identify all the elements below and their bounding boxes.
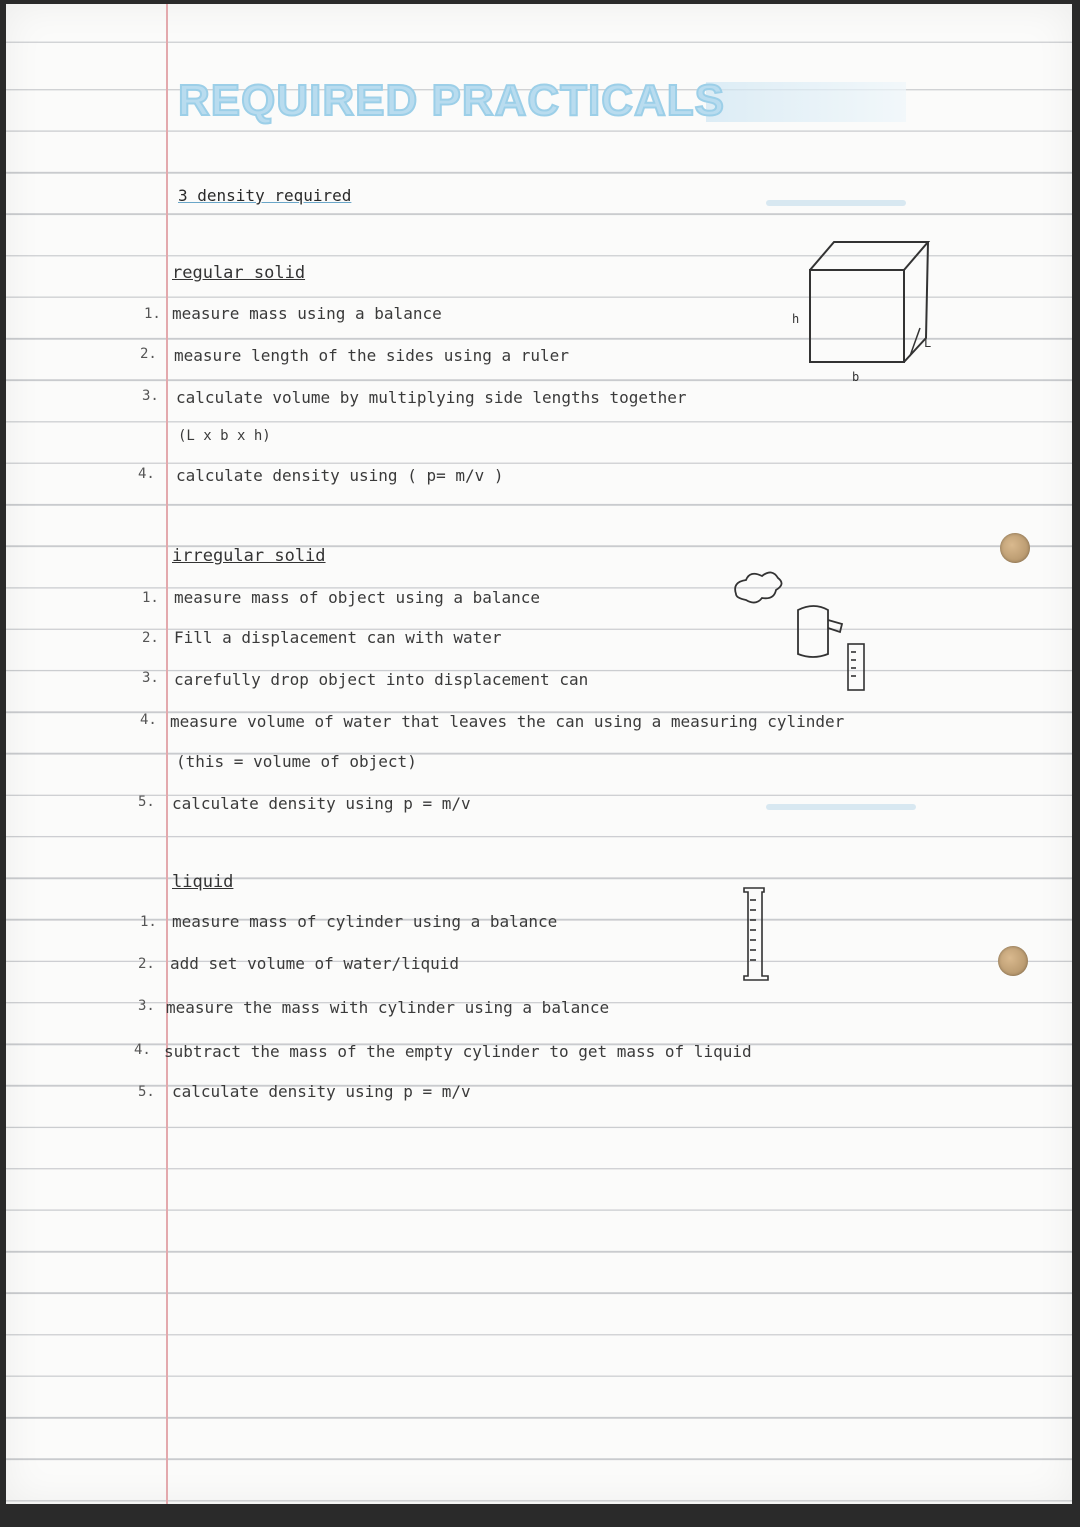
measuring-cylinder-sketch [848, 644, 864, 690]
page-title: REQUIRED PRACTICALS [178, 76, 726, 125]
liquid-step-5: calculate density using p = m/v [172, 1082, 471, 1101]
step-number: 1. [142, 590, 159, 606]
liquid-step-2: add set volume of water/liquid [170, 954, 459, 973]
cube-height-label: h [792, 312, 800, 326]
liquid-heading: liquid [172, 872, 234, 892]
step-number: 2. [142, 630, 159, 646]
step-number: 3. [138, 998, 155, 1014]
step-number: 4. [134, 1042, 151, 1058]
subheading: 3 density required [178, 186, 352, 205]
step-number: 1. [144, 306, 161, 322]
liquid-step-4: subtract the mass of the empty cylinder to get mass of liquid [164, 1042, 752, 1061]
length-marker [910, 328, 920, 356]
irregular-step-3: carefully drop object into displacement can [174, 670, 589, 689]
liquid-cylinder-sketch [744, 888, 768, 980]
step-number: 4. [138, 466, 155, 482]
cube-length-label: L [924, 336, 932, 350]
step-number: 5. [138, 1084, 155, 1100]
step-number: 4. [140, 712, 157, 728]
irregular-step-1: measure mass of object using a balance [174, 588, 541, 607]
step-number: 2. [140, 346, 157, 362]
irregular-step-4-note: (this = volume of object) [176, 752, 417, 771]
regular-step-2: measure length of the sides using a ruler [174, 346, 569, 365]
regular-step-1: measure mass using a balance [172, 304, 442, 323]
liquid-step-1: measure mass of cylinder using a balance [172, 912, 558, 931]
regular-solid-heading: regular solid [172, 263, 306, 283]
irregular-step-5: calculate density using p = m/v [172, 794, 471, 813]
step-number: 1. [140, 914, 157, 930]
irregular-solid-heading: irregular solid [172, 546, 326, 566]
irregular-step-4: measure volume of water that leaves the can using a measuring cylinder [170, 712, 845, 731]
notebook-page [6, 4, 1072, 1504]
irregular-object-sketch [735, 572, 781, 602]
cube-breadth-label: b [852, 370, 860, 384]
liquid-step-3: measure the mass with cylinder using a balance [166, 998, 610, 1017]
regular-step-4: calculate density using ( p= m/v ) [176, 466, 504, 485]
step-number: 5. [138, 794, 155, 810]
regular-step-3-formula: (L x b x h) [178, 428, 271, 444]
displacement-can-sketch [798, 606, 842, 657]
step-number: 2. [138, 956, 155, 972]
step-number: 3. [142, 670, 159, 686]
cube-diagram [6, 4, 1072, 1504]
cube-top-face [810, 242, 928, 270]
step-number: 3. [142, 388, 159, 404]
cube-front-face [810, 270, 904, 362]
regular-step-3: calculate volume by multiplying side lengths together [176, 388, 687, 407]
irregular-step-2: Fill a displacement can with water [174, 628, 502, 647]
